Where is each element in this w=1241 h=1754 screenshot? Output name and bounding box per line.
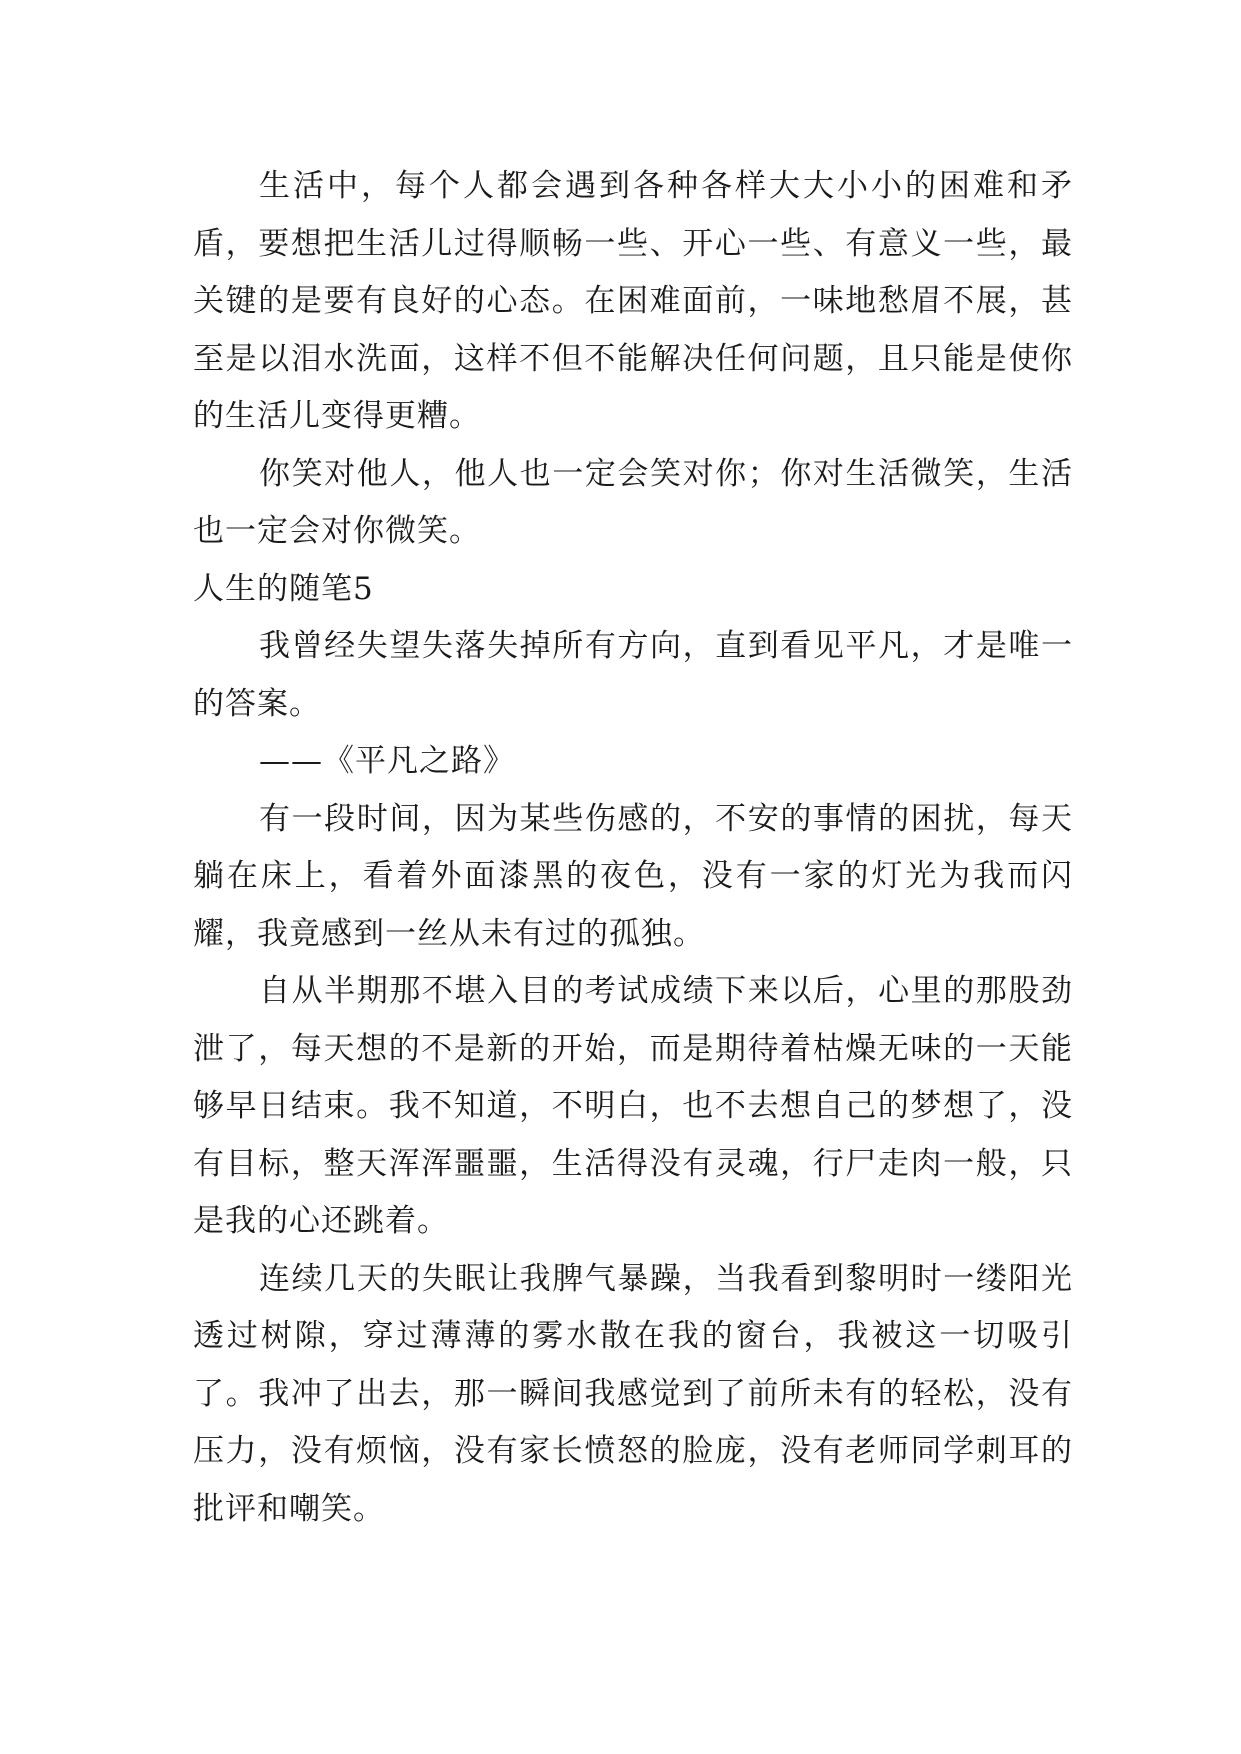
section-heading: 人生的随笔5 [193,570,374,607]
quote-lyric: 我曾经失望失落失掉所有方向，直到看见平凡，才是唯一的答案。 [193,628,1073,722]
paragraph-2: 你笑对他人，他人也一定会笑对你；你对生活微笑，生活也一定会对你微笑。 [193,455,1073,549]
paragraph-1: 生活中，每个人都会遇到各种各样大大小小的困难和矛盾，要想把生活儿过得顺畅一些、开心一些、有意义一些，最关键的是要有良好的心态。在困难面前，一味地愁眉不展，甚至是以泪水洗面，这样不但不能解决任何问题，且只能是使你的生活儿变得更糟。 [193,168,1073,434]
quote-source: ——《平凡之路》 [259,743,515,779]
paragraph-3: 有一段时间，因为某些伤感的，不安的事情的困扰，每天躺在床上，看着外面漆黑的夜色，没有一家的灯光为我而闪耀，我竟感到一丝从未有过的孤独。 [193,800,1073,952]
document-body [193,158,1073,1538]
paragraph-5: 连续几天的失眠让我脾气暴躁，当我看到黎明时一缕阳光透过树隙，穿过薄薄的雾水散在我的窗台，我被这一切吸引了。我冲了出去，那一瞬间我感觉到了前所未有的轻松，没有压力，没有烦恼，没有家长愤怒的脸庞，没有老师同学刺耳的批评和嘲笑。 [193,1260,1073,1527]
paragraph-4: 自从半期那不堪入目的考试成绩下来以后，心里的那股劲泄了，每天想的不是新的开始，而是期待着枯燥无味的一天能够早日结束。我不知道，不明白，也不去想自己的梦想了，没有目标，整天浑浑噩噩，生活得没有灵魂，行尸走肉一般，只是我的心还跳着。 [193,973,1073,1239]
